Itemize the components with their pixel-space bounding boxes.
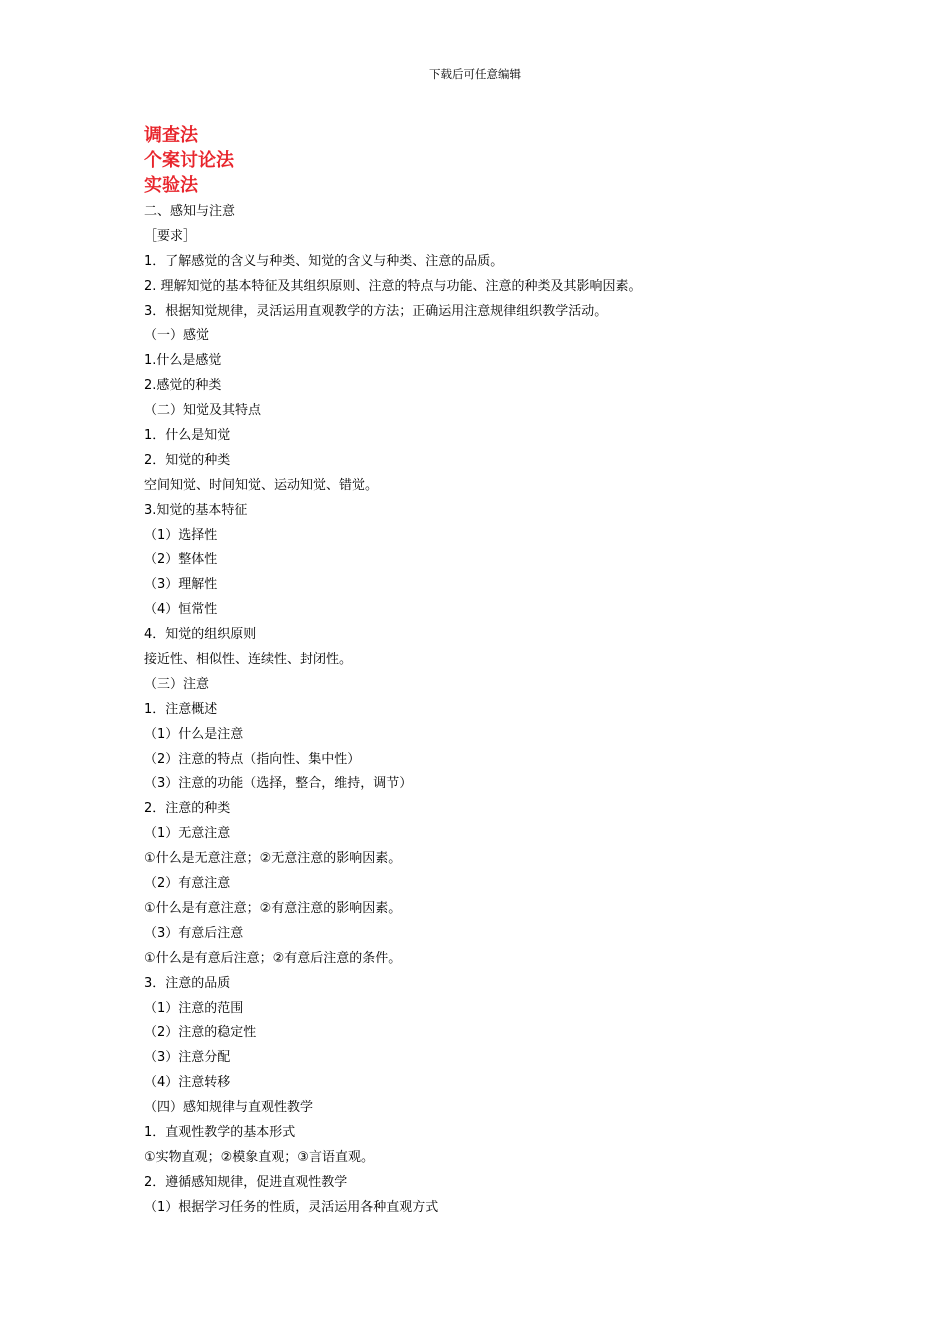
text-line: 3．根据知觉规律，灵活运用直观教学的方法；正确运用注意规律组织教学活动。 xyxy=(144,303,608,319)
text-line: （2）注意的特点（指向性、集中性） xyxy=(144,751,361,767)
text-line: 3．注意的品质 xyxy=(144,975,231,991)
text-line: （四）感知规律与直观性教学 xyxy=(144,1100,314,1116)
text-line: 2．遵循感知规律，促进直观性教学 xyxy=(144,1174,348,1190)
text-line: （2）注意的稳定性 xyxy=(144,1025,257,1041)
text-line: 空间知觉、时间知觉、运动知觉、错觉。 xyxy=(144,477,379,493)
text-line: （2）整体性 xyxy=(144,552,218,568)
text-line: （1）根据学习任务的性质，灵活运用各种直观方式 xyxy=(144,1199,439,1215)
text-line: （4）恒常性 xyxy=(144,602,218,618)
page-header: 下载后可任意编辑 xyxy=(429,67,521,81)
text-line: 1．注意概述 xyxy=(144,701,218,717)
text-line: （3）注意的功能（选择，整合，维持，调节） xyxy=(144,776,413,792)
text-line: （2）有意注意 xyxy=(144,876,231,892)
text-line: 2. 理解知觉的基本特征及其组织原则、注意的特点与功能、注意的种类及其影响因素。 xyxy=(144,278,642,294)
red-title-case-discussion: 个案讨论法 xyxy=(144,150,234,171)
text-line: 2．注意的种类 xyxy=(144,801,231,817)
text-line: 1.什么是感觉 xyxy=(144,353,222,369)
text-line: 接近性、相似性、连续性、封闭性。 xyxy=(144,652,353,668)
text-line: 1．什么是知觉 xyxy=(144,428,231,444)
text-line: （1）选择性 xyxy=(144,527,218,543)
red-title-experiment: 实验法 xyxy=(144,175,198,196)
text-line: ①什么是无意注意；②无意注意的影响因素。 xyxy=(144,851,402,867)
text-line: 4．知觉的组织原则 xyxy=(144,627,257,643)
text-line: （1）无意注意 xyxy=(144,826,231,842)
text-line: （一）感觉 xyxy=(144,328,210,344)
text-line: （3）注意分配 xyxy=(144,1050,231,1066)
text-line: 1．直观性教学的基本形式 xyxy=(144,1124,296,1140)
text-line: ［要求］ xyxy=(144,228,197,244)
text-line: 1．了解感觉的含义与种类、知觉的含义与种类、注意的品质。 xyxy=(144,253,504,269)
text-line: （二）知觉及其特点 xyxy=(144,403,262,419)
text-line: （三）注意 xyxy=(144,676,210,692)
red-title-survey: 调查法 xyxy=(144,125,198,146)
text-line: 2．知觉的种类 xyxy=(144,452,231,468)
text-line: ①什么是有意注意；②有意注意的影响因素。 xyxy=(144,900,402,916)
text-line: （3）理解性 xyxy=(144,577,218,593)
text-line: （1）什么是注意 xyxy=(144,726,244,742)
text-line: ①什么是有意后注意；②有意后注意的条件。 xyxy=(144,950,402,966)
text-line: （4）注意转移 xyxy=(144,1075,231,1091)
text-line: （1）注意的范围 xyxy=(144,1000,244,1016)
text-line: 二、感知与注意 xyxy=(144,204,236,219)
text-line: 3.知觉的基本特征 xyxy=(144,502,248,518)
document-body xyxy=(144,200,804,1221)
text-line: （3）有意后注意 xyxy=(144,925,244,941)
text-line: 2.感觉的种类 xyxy=(144,378,222,394)
text-line: ①实物直观；②模象直观；③言语直观。 xyxy=(144,1149,374,1165)
